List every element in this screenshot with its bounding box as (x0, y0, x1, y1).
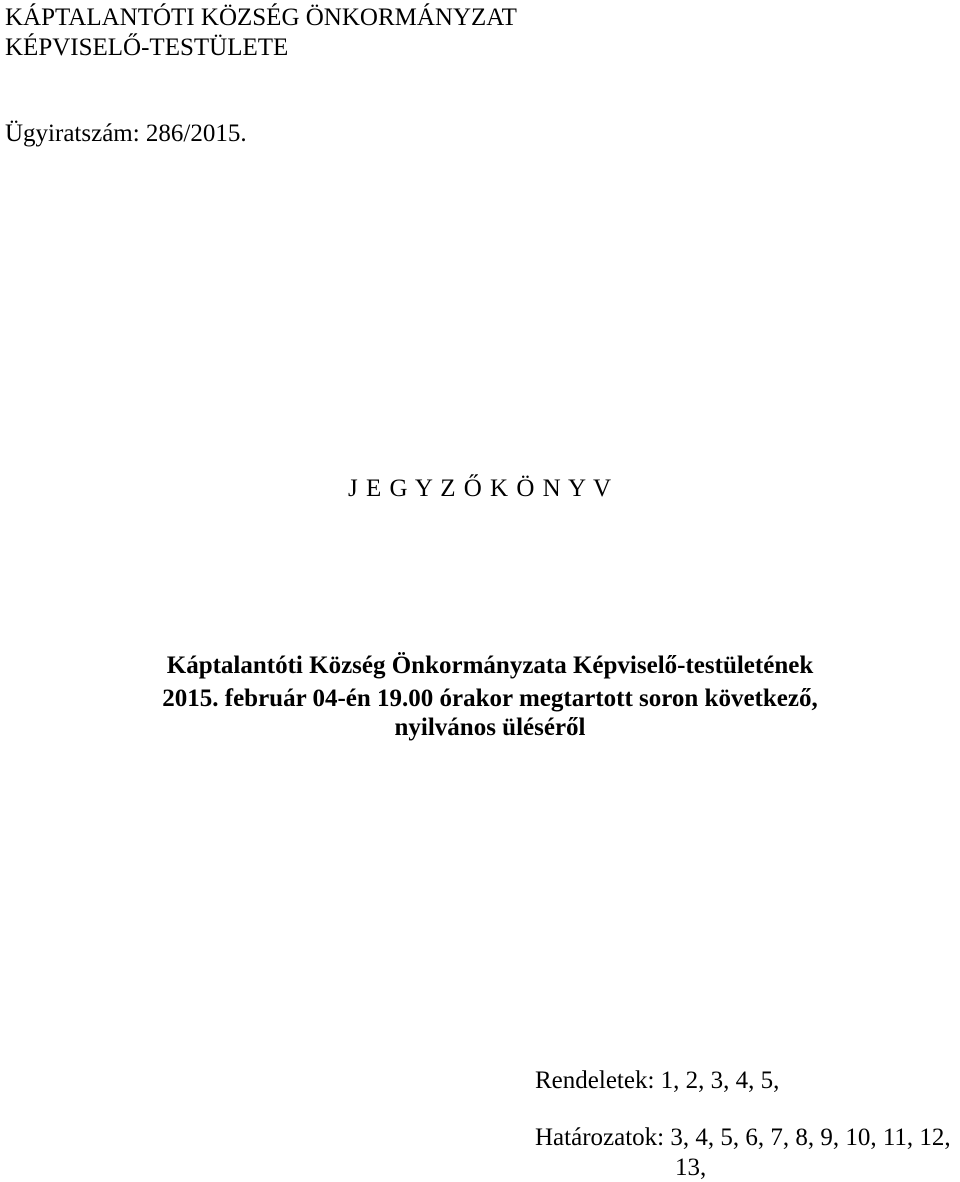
resolutions-list-continued: 13, (675, 1154, 707, 1181)
subtitle-line-3: nyilvános üléséről (394, 714, 586, 741)
file-number: Ügyiratszám: 286/2015. (5, 120, 247, 147)
decrees-list: Rendeletek: 1, 2, 3, 4, 5, (535, 1067, 780, 1094)
subtitle-line-2: 2015. február 04-én 19.00 órakor megtartott soron következő, (162, 685, 818, 712)
subtitle-line-1: Káptalantóti Község Önkormányzata Képviselő-testületének (166, 652, 814, 679)
resolutions-list: Határozatok: 3, 4, 5, 6, 7, 8, 9, 10, 11, 12, (535, 1124, 951, 1151)
document-title: J E G Y Z Ő K Ö N Y V (347, 475, 613, 502)
organization-name: KÁPTALANTÓTI KÖZSÉG ÖNKORMÁNYZAT (5, 4, 517, 31)
organization-body: KÉPVISELŐ-TESTÜLETE (5, 34, 289, 61)
